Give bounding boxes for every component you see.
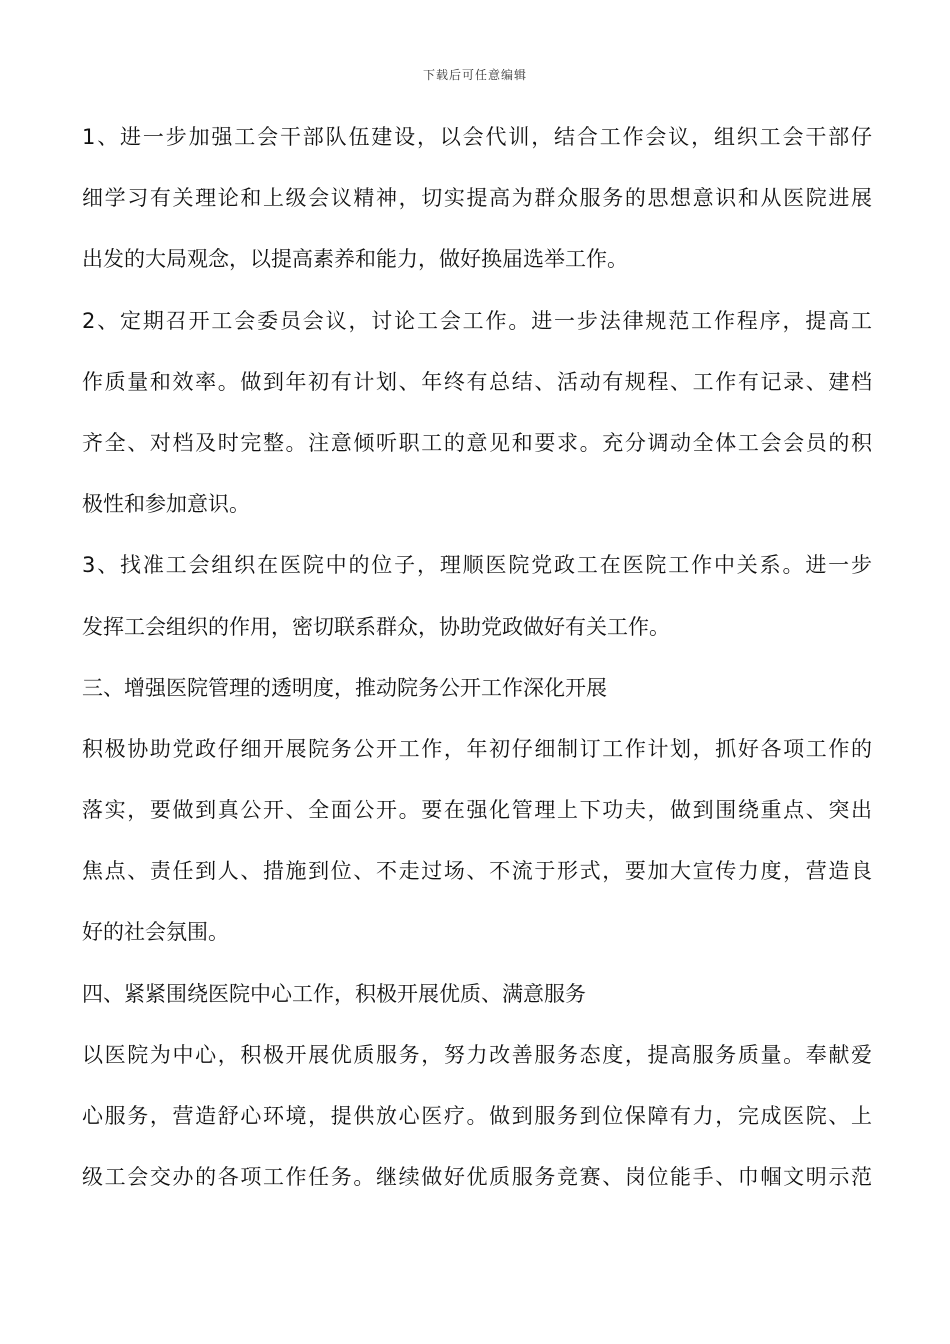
section-heading: 四、紧紧围绕医院中心工作，积极开展优质、满意服务 [82, 981, 586, 1006]
text-line: 齐全、对档及时完整。注意倾听职工的意见和要求。充分调动全体工会会员的积 [82, 430, 872, 455]
header-note: 下载后可任意编辑 [422, 68, 527, 82]
text-line: 落实，要做到真公开、全面公开。要在强化管理上下功夫，做到围绕重点、突出 [82, 798, 872, 823]
text-line: 3、找准工会组织在医院中的位子，理顺医院党政工在医院工作中关系。进一步 [82, 553, 872, 578]
text-line: 细学习有关理论和上级会议精神，切实提高为群众服务的思想意识和从医院进展 [82, 186, 872, 211]
text-line: 出发的大局观念，以提高素养和能力，做好换届选举工作。 [82, 247, 628, 272]
text-line: 焦点、责任到人、措施到位、不走过场、不流于形式，要加大宣传力度，营造良 [82, 859, 872, 884]
text-line: 1、进一步加强工会干部队伍建设，以会代训，结合工作会议，组织工会干部仔 [82, 125, 872, 149]
text-line: 好的社会氛围。 [82, 920, 229, 945]
text-line: 作质量和效率。做到年初有计划、年终有总结、活动有规程、工作有记录、建档 [82, 369, 872, 394]
text-line: 极性和参加意识。 [82, 492, 250, 517]
text-line: 级工会交办的各项工作任务。继续做好优质服务竞赛、岗位能手、巾帼文明示范 [82, 1165, 872, 1190]
section-heading: 三、增强医院管理的透明度，推动院务公开工作深化开展 [82, 675, 607, 700]
text-line: 以医院为中心，积极开展优质服务，努力改善服务态度，提高服务质量。奉献爱 [82, 1042, 872, 1067]
text-line: 积极协助党政仔细开展院务公开工作，年初仔细制订工作计划，抓好各项工作的 [82, 736, 872, 761]
text-line: 发挥工会组织的作用，密切联系群众，协助党政做好有关工作。 [82, 614, 670, 639]
document-body [82, 117, 872, 1218]
text-line: 心服务，营造舒心环境，提供放心医疗。做到服务到位保障有力，完成医院、上 [82, 1104, 872, 1128]
text-line: 2、定期召开工会委员会议，讨论工会工作。进一步法律规范工作程序，提高工 [82, 308, 872, 333]
